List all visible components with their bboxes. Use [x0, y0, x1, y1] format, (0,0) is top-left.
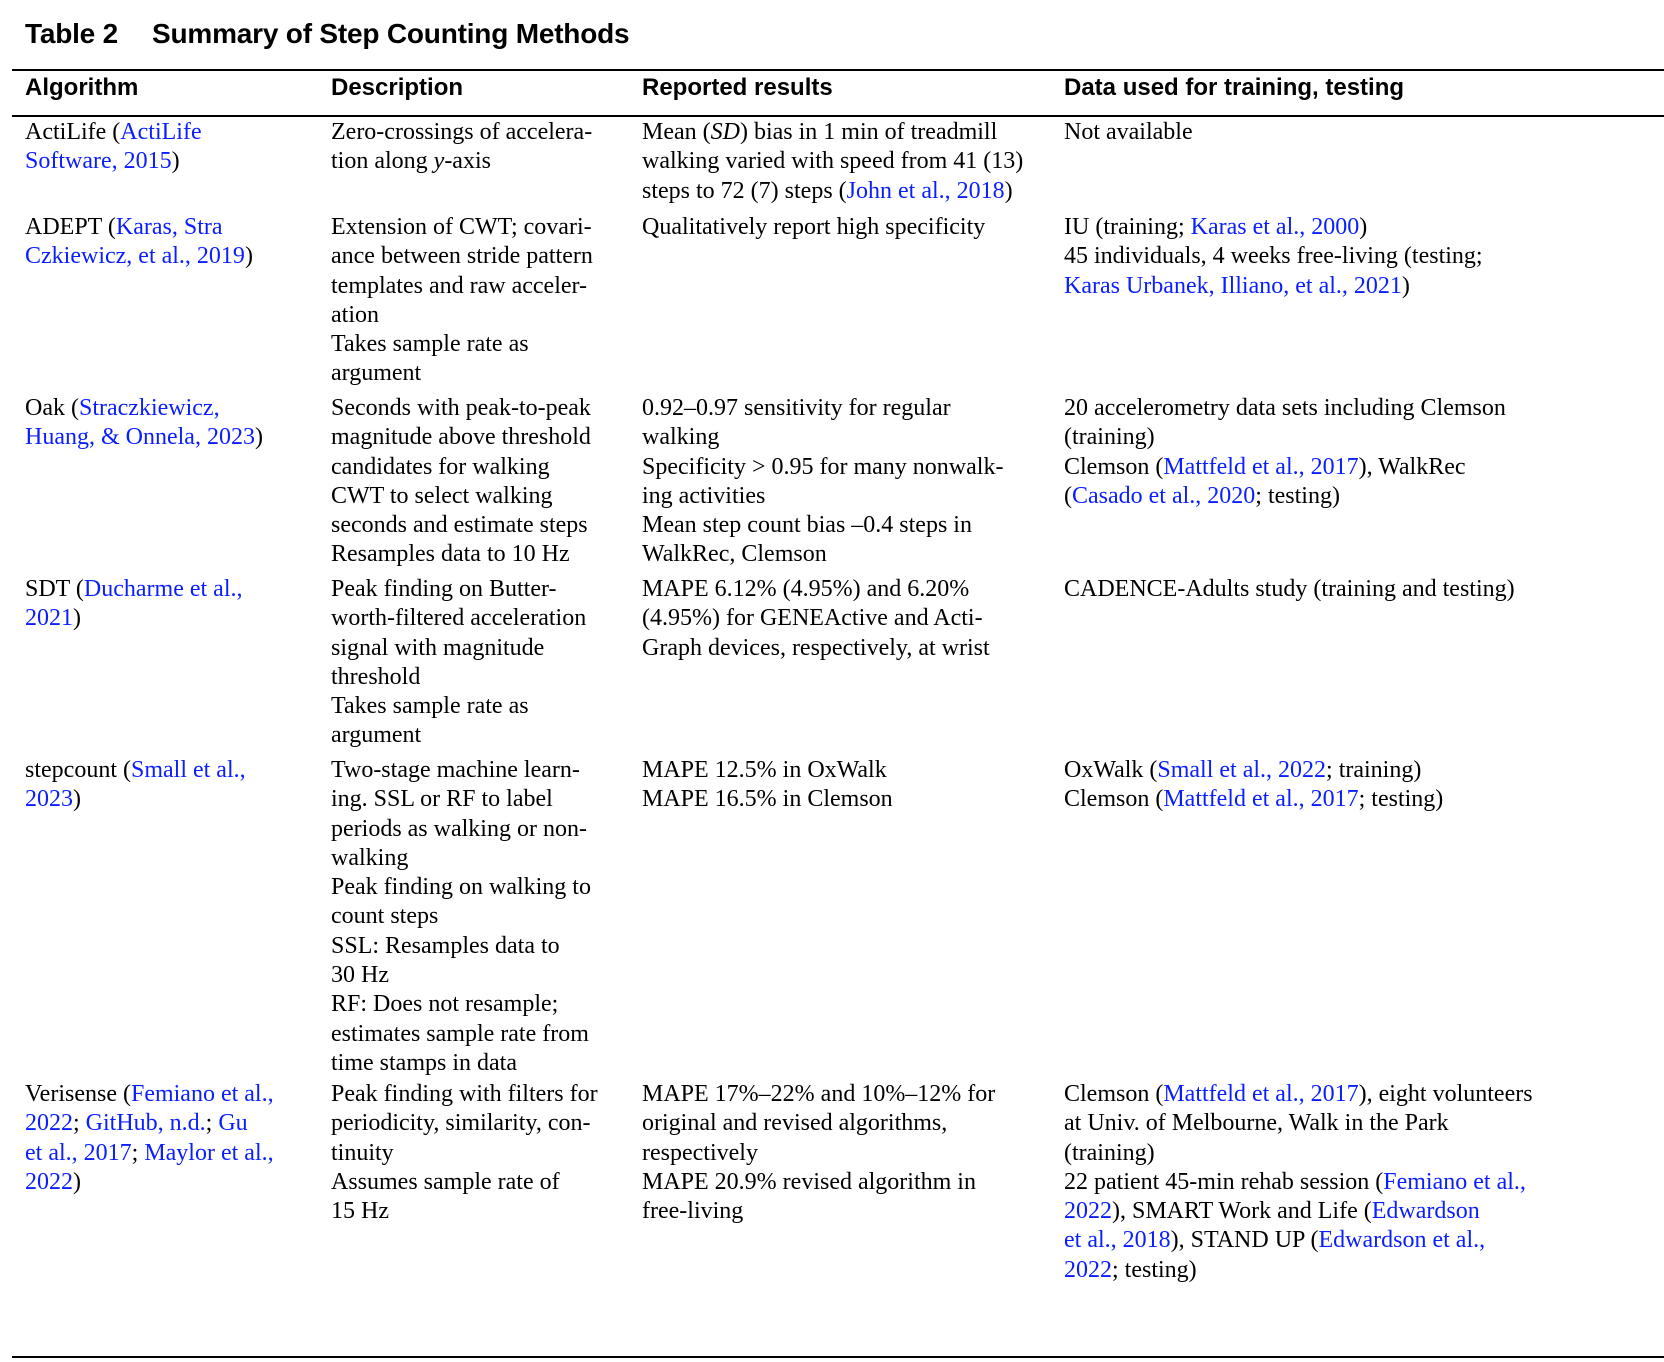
- cell-text: argument: [331, 722, 422, 749]
- cell-text: Zero-crossings of accelera-: [331, 119, 593, 145]
- cell-text: ), SMART Work and Life (: [1112, 1198, 1372, 1225]
- italic-text: y: [433, 148, 445, 175]
- cell-line: [1064, 272, 1483, 301]
- cell-line: [642, 511, 1003, 540]
- cell-text: SDT (: [25, 576, 84, 602]
- cell-text: ing activities: [642, 482, 766, 509]
- italic-text: SD: [710, 119, 740, 145]
- cell-text: ; training): [1326, 757, 1422, 783]
- cell-line: [25, 1109, 274, 1138]
- cell-line: [642, 177, 1023, 206]
- cell-reported-results: [642, 118, 1023, 206]
- citation-link[interactable]: 2023: [25, 786, 73, 813]
- cell-line: [331, 902, 591, 931]
- cell-text: worth-filtered acceleration: [331, 605, 587, 632]
- cell-text: stepcount (: [25, 757, 131, 783]
- cell-line: [1064, 1109, 1533, 1138]
- cell-text: Two-stage machine learn-: [331, 757, 580, 783]
- cell-data-used: [1064, 1080, 1533, 1285]
- header-description: Description: [331, 74, 464, 101]
- cell-line: [642, 634, 990, 663]
- citation-link[interactable]: Karas et al., 2000: [1190, 214, 1360, 240]
- cell-text: Resamples data to 10 Hz: [331, 541, 570, 568]
- citation-link[interactable]: Mattfeld et al., 2017: [1163, 453, 1359, 480]
- cell-text: Peak finding with filters for: [331, 1081, 598, 1107]
- citation-link[interactable]: Karas, Stra: [115, 214, 223, 240]
- cell-text: walking varied with speed from 41 (13): [642, 148, 1024, 175]
- cell-text: ), STAND UP (: [1170, 1227, 1319, 1254]
- cell-line: [642, 604, 990, 633]
- cell-text: (: [1064, 482, 1072, 509]
- cell-text: Specificity > 0.95 for many nonwalk-: [642, 453, 1004, 480]
- cell-text: ing. SSL or RF to label: [331, 786, 553, 813]
- citation-link[interactable]: 2022: [1064, 1198, 1112, 1225]
- cell-line: [1064, 118, 1193, 147]
- cell-text: Seconds with peak-to-peak: [331, 395, 591, 421]
- cell-text: Not available: [1064, 119, 1193, 145]
- citation-link[interactable]: Straczkiewicz,: [78, 395, 220, 421]
- cell-text: 20 accelerometry data sets including Clemson: [1064, 395, 1506, 421]
- cell-line: [331, 721, 586, 750]
- cell-line: [331, 1197, 598, 1226]
- cell-text: at Univ. of Melbourne, Walk in the Park: [1064, 1110, 1449, 1137]
- citation-link[interactable]: Karas Urbanek, Illiano, et al., 2021: [1064, 272, 1402, 299]
- cell-algorithm: [25, 756, 246, 815]
- cell-line: [331, 511, 591, 540]
- cell-text: Verisense (: [25, 1081, 131, 1107]
- citation-link[interactable]: Small et al.,: [130, 757, 246, 783]
- cell-line: [1064, 1168, 1533, 1197]
- cell-text: ): [1359, 214, 1368, 240]
- cell-line: [25, 242, 253, 271]
- cell-text: Peak finding on Butter-: [331, 576, 557, 602]
- cell-line: [331, 575, 586, 604]
- cell-text: Oak (: [25, 395, 79, 421]
- cell-text: Graph devices, respectively, at wrist: [642, 634, 990, 661]
- cell-text: MAPE 16.5% in Clemson: [642, 786, 893, 813]
- cell-line: [331, 453, 591, 482]
- cell-text: 15 Hz: [331, 1198, 389, 1225]
- bottom-rule: [12, 1356, 1664, 1358]
- cell-line: [331, 1139, 598, 1168]
- cell-reported-results: [642, 756, 893, 815]
- citation-link[interactable]: Software, 2015: [25, 148, 172, 175]
- cell-text: Mean step count bias –0.4 steps in: [642, 512, 972, 539]
- cell-text: free-living: [642, 1198, 744, 1225]
- cell-text: Takes sample rate as: [331, 693, 529, 720]
- cell-text: (training): [1064, 1139, 1155, 1166]
- cell-text: templates and raw acceler-: [331, 272, 588, 299]
- cell-line: [642, 575, 990, 604]
- cell-text: -axis: [444, 148, 491, 175]
- cell-text: count steps: [331, 903, 439, 930]
- cell-line: [642, 540, 1003, 569]
- cell-line: [331, 1049, 591, 1078]
- cell-text: ; testing): [1255, 482, 1340, 509]
- cell-text: ): [1004, 177, 1013, 204]
- cell-line: [642, 453, 1003, 482]
- cell-line: [331, 844, 591, 873]
- cell-algorithm: [25, 394, 263, 453]
- citation-link[interactable]: et al., 2018: [1064, 1227, 1171, 1254]
- cell-line: [1064, 1080, 1533, 1109]
- header-data-used: Data used for training, testing: [1064, 74, 1405, 101]
- cell-text: (training): [1064, 424, 1155, 451]
- cell-text: seconds and estimate steps: [331, 512, 588, 539]
- cell-line: [331, 394, 591, 423]
- cell-reported-results: [642, 394, 1003, 570]
- cell-text: ): [73, 605, 81, 632]
- citation-link[interactable]: Huang, & Onnela, 2023: [25, 424, 255, 451]
- cell-text: steps to 72 (7) steps (: [642, 177, 847, 204]
- cell-line: [331, 756, 591, 785]
- citation-link[interactable]: GitHub, n.d.: [85, 1110, 206, 1137]
- cell-line: [642, 1197, 995, 1226]
- cell-line: [1064, 1226, 1533, 1255]
- header-reported-results: Reported results: [642, 74, 833, 101]
- cell-text: Takes sample rate as: [331, 331, 529, 358]
- cell-description: [331, 756, 591, 1078]
- cell-line: [642, 756, 893, 785]
- cell-line: [1064, 756, 1443, 785]
- cell-text: ;: [205, 1110, 219, 1137]
- cell-text: Mean (: [642, 119, 711, 145]
- cell-text: walking: [331, 844, 409, 871]
- cell-line: [25, 756, 246, 785]
- citation-link[interactable]: 2022: [1064, 1256, 1112, 1283]
- cell-line: [331, 961, 591, 990]
- cell-text: original and revised algorithms,: [642, 1110, 948, 1137]
- cell-text: CADENCE-Adults study (training and testing): [1064, 576, 1515, 602]
- cell-line: [25, 213, 253, 242]
- cell-text: MAPE 12.5% in OxWalk: [642, 757, 887, 783]
- citation-link[interactable]: 2021: [25, 605, 73, 632]
- cell-line: [331, 990, 591, 1019]
- citation-link[interactable]: Edwardson et al.,: [1318, 1227, 1486, 1254]
- cell-text: time stamps in data: [331, 1049, 517, 1076]
- cell-line: [1064, 242, 1483, 271]
- citation-link[interactable]: et al., 2017: [25, 1139, 132, 1166]
- cell-text: tion along: [331, 148, 434, 175]
- cell-line: [331, 785, 591, 814]
- cell-line: [642, 785, 893, 814]
- cell-line: [331, 540, 591, 569]
- cell-line: [1064, 1197, 1533, 1226]
- cell-text: 0.92–0.97 sensitivity for regular: [642, 395, 951, 421]
- citation-link[interactable]: 2022: [25, 1168, 73, 1195]
- citation-link[interactable]: John et al., 2018: [846, 177, 1005, 204]
- cell-text: 45 individuals, 4 weeks free-living (testing;: [1064, 243, 1483, 270]
- top-rule: [12, 69, 1664, 71]
- citation-link[interactable]: Czkiewicz, et al., 2019: [25, 243, 245, 270]
- cell-line: [331, 932, 591, 961]
- cell-text: signal with magnitude: [331, 634, 545, 661]
- cell-line: [331, 663, 586, 692]
- cell-text: periodicity, similarity, con-: [331, 1110, 591, 1137]
- cell-algorithm: [25, 575, 243, 634]
- cell-line: [642, 1109, 995, 1138]
- cell-line: [25, 423, 263, 452]
- cell-line: [1064, 575, 1515, 604]
- cell-line: [331, 359, 593, 388]
- cell-text: argument: [331, 360, 422, 387]
- cell-text: ation: [331, 301, 379, 328]
- header-rule: [12, 115, 1664, 117]
- cell-description: [331, 118, 592, 177]
- cell-line: [331, 634, 586, 663]
- cell-line: [331, 242, 593, 271]
- cell-line: [642, 1080, 995, 1109]
- cell-text: RF: Does not resample;: [331, 991, 559, 1018]
- cell-line: [25, 785, 246, 814]
- cell-text: WalkRec, Clemson: [642, 541, 827, 568]
- cell-description: [331, 1080, 598, 1226]
- cell-text: magnitude above threshold: [331, 424, 591, 451]
- cell-description: [331, 213, 593, 389]
- cell-text: estimates sample rate from: [331, 1020, 589, 1047]
- cell-text: CWT to select walking: [331, 482, 553, 509]
- cell-text: ance between stride pattern: [331, 243, 593, 270]
- citation-link[interactable]: Edwardson: [1371, 1198, 1480, 1225]
- cell-data-used: [1064, 756, 1443, 815]
- cell-line: [25, 118, 202, 147]
- cell-line: [642, 423, 1003, 452]
- cell-line: [642, 482, 1003, 511]
- cell-algorithm: [25, 213, 253, 272]
- cell-line: [1064, 785, 1443, 814]
- cell-line: [642, 118, 1023, 147]
- cell-line: [331, 213, 593, 242]
- cell-text: ;: [131, 1139, 145, 1166]
- table-title: [25, 18, 629, 50]
- cell-text: Clemson (: [1064, 453, 1164, 480]
- cell-text: Peak finding on walking to: [331, 874, 591, 901]
- cell-line: [1064, 394, 1506, 423]
- cell-line: [1064, 1139, 1533, 1168]
- cell-reported-results: [642, 575, 990, 663]
- cell-text: MAPE 17%–22% and 10%–12% for: [642, 1081, 996, 1107]
- cell-line: [642, 1168, 995, 1197]
- cell-text: tinuity: [331, 1139, 394, 1166]
- cell-line: [331, 873, 591, 902]
- cell-line: [331, 815, 591, 844]
- cell-text: walking: [642, 424, 720, 451]
- cell-data-used: [1064, 213, 1483, 301]
- cell-line: [331, 272, 593, 301]
- cell-text: ): [171, 148, 180, 175]
- cell-text: (4.95%) for GENEActive and Acti-: [642, 605, 983, 632]
- cell-text: 22 patient 45-min rehab session (: [1064, 1168, 1384, 1195]
- cell-text: threshold: [331, 663, 421, 690]
- cell-line: [25, 147, 202, 176]
- citation-link[interactable]: 2022: [25, 1110, 73, 1137]
- cell-line: [25, 604, 243, 633]
- cell-text: ): [73, 786, 81, 813]
- cell-line: [25, 1139, 274, 1168]
- cell-text: MAPE 6.12% (4.95%) and 6.20%: [642, 576, 970, 602]
- cell-reported-results: [642, 1080, 995, 1226]
- cell-line: [331, 1109, 598, 1138]
- table-number: Table 2: [25, 18, 119, 49]
- cell-line: [331, 118, 592, 147]
- cell-text: OxWalk (: [1064, 757, 1158, 783]
- cell-line: [331, 330, 593, 359]
- cell-data-used: [1064, 575, 1515, 604]
- cell-line: [642, 213, 985, 242]
- citation-link[interactable]: Mattfeld et al., 2017: [1163, 786, 1359, 813]
- cell-text: candidates for walking: [331, 453, 550, 480]
- cell-line: [25, 575, 243, 604]
- cell-algorithm: [25, 1080, 274, 1197]
- cell-text: Assumes sample rate of: [331, 1168, 560, 1195]
- cell-text: ) bias in 1 min of treadmill: [739, 119, 998, 145]
- cell-line: [25, 394, 263, 423]
- cell-line: [1064, 453, 1506, 482]
- cell-line: [1064, 482, 1506, 511]
- cell-text: respectively: [642, 1139, 758, 1166]
- cell-text: periods as walking or non-: [331, 815, 587, 842]
- header-algorithm: Algorithm: [25, 74, 139, 101]
- cell-line: [1064, 1256, 1533, 1285]
- cell-text: Extension of CWT; covari-: [331, 214, 592, 240]
- cell-text: Clemson (: [1064, 786, 1164, 813]
- cell-algorithm: [25, 118, 202, 177]
- cell-description: [331, 394, 591, 570]
- citation-link[interactable]: Casado et al., 2020: [1072, 482, 1256, 509]
- cell-line: [25, 1168, 274, 1197]
- cell-text: Clemson (: [1064, 1081, 1164, 1107]
- cell-line: [642, 1139, 995, 1168]
- cell-text: ): [73, 1168, 81, 1195]
- cell-text: ADEPT (: [25, 214, 116, 240]
- cell-line: [331, 482, 591, 511]
- cell-line: [331, 1168, 598, 1197]
- citation-link[interactable]: Gu: [218, 1110, 248, 1137]
- cell-description: [331, 575, 586, 751]
- cell-text: IU (training;: [1064, 214, 1191, 240]
- cell-line: [1064, 423, 1506, 452]
- cell-line: [331, 423, 591, 452]
- citation-link[interactable]: Femiano et al.,: [130, 1081, 274, 1107]
- cell-text: MAPE 20.9% revised algorithm in: [642, 1168, 976, 1195]
- cell-text: ): [254, 424, 263, 451]
- table-caption: Summary of Step Counting Methods: [152, 18, 630, 49]
- citation-link[interactable]: Maylor et al.,: [144, 1139, 274, 1166]
- cell-text: 30 Hz: [331, 962, 389, 989]
- cell-text: ;: [73, 1110, 86, 1137]
- cell-text: SSL: Resamples data to: [331, 932, 560, 959]
- citation-link[interactable]: Small et al., 2022: [1157, 757, 1327, 783]
- cell-text: ): [244, 243, 253, 270]
- cell-text: ActiLife (: [25, 119, 121, 145]
- cell-data-used: [1064, 118, 1193, 147]
- cell-text: ), WalkRec: [1358, 453, 1466, 480]
- cell-line: [331, 1020, 591, 1049]
- cell-data-used: [1064, 394, 1506, 511]
- cell-line: [331, 301, 593, 330]
- cell-line: [331, 147, 592, 176]
- cell-text: ; testing): [1358, 786, 1444, 813]
- citation-link[interactable]: Femiano et al.,: [1383, 1168, 1526, 1195]
- cell-line: [331, 1080, 598, 1109]
- cell-line: [1064, 213, 1483, 242]
- cell-text: ): [1401, 272, 1410, 299]
- citation-link[interactable]: Mattfeld et al., 2017: [1163, 1081, 1359, 1107]
- cell-line: [642, 147, 1023, 176]
- cell-line: [25, 1080, 274, 1109]
- cell-line: [331, 604, 586, 633]
- cell-reported-results: [642, 213, 985, 242]
- cell-line: [642, 394, 1003, 423]
- citation-link[interactable]: ActiLife: [120, 119, 202, 145]
- cell-text: Qualitatively report high specificity: [642, 214, 986, 240]
- cell-text: ), eight volunteers: [1358, 1081, 1533, 1107]
- citation-link[interactable]: Ducharme et al.,: [83, 576, 243, 602]
- cell-line: [331, 692, 586, 721]
- cell-text: ; testing): [1112, 1256, 1197, 1283]
